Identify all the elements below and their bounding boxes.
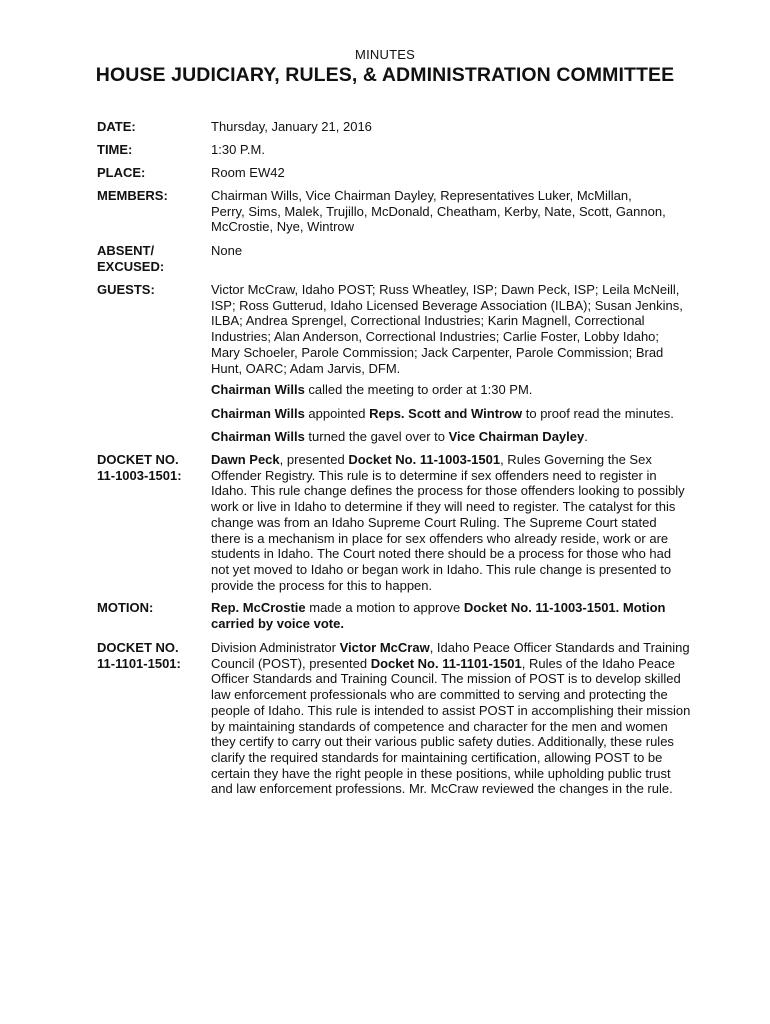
members-line: Perry, Sims, Malek, Trujillo, McDonald, Cheatham, Kerby, Nate, Scott, Gannon, [211, 203, 666, 219]
chairman-name: Chairman Wills [211, 429, 305, 444]
docket-2-line: people of Idaho. This rule is intended to assist POST in accomplishing their mission [211, 702, 691, 718]
guests-line: ILBA; Andrea Sprengel, Correctional Industries; Karin Magnell, Correctional [211, 313, 645, 329]
motion-text: made a motion to approve [305, 600, 464, 615]
absent-label-line: EXCUSED: [97, 258, 165, 274]
docket-1-line: there is a mechanism in place for sex offenders who already reside, work or are [211, 530, 669, 546]
committee-title: HOUSE JUDICIARY, RULES, & ADMINISTRATION COMMITTEE [95, 64, 675, 86]
motion-line [211, 600, 721, 616]
docket-1-line: work or live in Idaho to determine if they will need to register. The catalyst for this [211, 499, 676, 515]
docket-2-label [97, 640, 202, 671]
docket-1-line: students in Idaho. The Court noted there should be a process for those who had [211, 546, 672, 562]
chairman-name: Chairman Wills [211, 406, 305, 421]
docket-2-body [211, 640, 721, 797]
time-label: TIME: [97, 142, 133, 157]
docket-2-line: clarify the required standards for maintaining certification, allowing POST to be [211, 749, 663, 765]
docket-1-intro [211, 452, 721, 468]
docket-text: Council (POST), presented [211, 655, 371, 671]
place-label: PLACE: [97, 165, 146, 180]
docket-2-line: Officer Standards and Training Council. The mission of POST is to develop skilled [211, 671, 681, 687]
guests-value [211, 282, 721, 376]
docket-label-line: DOCKET NO. [97, 452, 179, 467]
motion-result [211, 616, 721, 632]
vice-chairman-name: Vice Chairman Dayley [448, 429, 585, 444]
docket-2-line: certain they have the right people in these positions, while upholding public trust [211, 765, 671, 781]
place-value: Room EW42 [211, 165, 285, 180]
docket-number: Docket No. 11-1003-1501 [348, 452, 501, 467]
gavel-text [211, 429, 721, 445]
members-label: MEMBERS: [97, 188, 168, 203]
proof-text: to proof read the minutes. [522, 406, 674, 421]
guests-line: Mary Schoeler, Parole Commission; Jack Carpenter, Parole Commission; Brad [211, 344, 664, 360]
docket-1-line: provide the process for this to happen. [211, 577, 433, 593]
presenter-name: Victor McCraw [339, 640, 430, 655]
docket-text: Division Administrator [211, 640, 340, 655]
proof-text: appointed [304, 406, 370, 421]
chairman-name: Chairman Wills [211, 382, 305, 397]
gavel-detail: . [584, 429, 588, 444]
docket-number: Docket No. 11-1101-1501 [370, 655, 522, 671]
docket-1-line: change was from an Idaho Supreme Court Ruling. The Supreme Court stated [211, 514, 657, 530]
gavel-detail: turned the gavel over to [304, 429, 449, 444]
docket-text: , Rules of the Idaho Peace [521, 655, 675, 671]
guests-line: Victor McCraw, Idaho POST; Russ Wheatley, ISP; Dawn Peck, ISP; Leila McNeill, [211, 282, 680, 297]
date-label: DATE: [97, 119, 136, 134]
docket-2-line: they certify to carry out their various public safety duties. Additionally, these rules [211, 734, 674, 750]
absent-label-line: ABSENT/ [97, 243, 155, 258]
docket-1-label [97, 452, 202, 483]
docket-2-line: and law enforcement professions. Mr. McCraw reviewed the changes in the rule. [211, 781, 673, 797]
guests-label: GUESTS: [97, 282, 155, 297]
docket-1-line: Offender Registry. This rule is to determine if sex offenders need to register in [211, 467, 657, 483]
presenter-name: Dawn Peck [211, 452, 280, 467]
time-value: 1:30 P.M. [211, 142, 265, 157]
members-line: Chairman Wills, Vice Chairman Dayley, Representatives Luker, McMillan, [211, 188, 632, 203]
docket-text: , Idaho Peace Officer Standards and Training [429, 640, 690, 655]
document-type-heading: MINUTES [355, 47, 415, 62]
docket-1-line: Idaho. This rule change defines the process for those offenders looking to possibly [211, 483, 685, 499]
docket-number-label: 11-1003-1501: [97, 467, 182, 483]
docket-text: , presented [279, 452, 349, 467]
motion-label: MOTION: [97, 600, 154, 615]
guests-line: ISP; Ross Gutterud, Idaho Licensed Beverage Association (ILBA); Susan Jenkins, [211, 297, 683, 313]
proof-reader-text [211, 406, 721, 422]
docket-2-line: by maintaining standards of competence and character for the men and women [211, 718, 668, 734]
motion-result-text: carried by voice vote. [211, 615, 344, 631]
motion-body [211, 600, 721, 631]
absent-value: None [211, 243, 243, 258]
absent-label [97, 243, 202, 274]
proof-readers: Reps. Scott and Wintrow [369, 406, 523, 421]
date-value: Thursday, January 21, 2016 [211, 119, 372, 134]
motion-docket: Docket No. 11-1003-1501. Motion [463, 600, 666, 615]
docket-number-label: 11-1101-1501: [97, 655, 181, 671]
docket-2-intro [211, 656, 721, 672]
docket-2-intro [211, 640, 721, 656]
guests-line: Industries; Alan Anderson, Correctional Industries; Carlie Foster, Lobby Idaho; [211, 329, 660, 345]
docket-text: , Rules Governing the Sex [500, 452, 652, 467]
docket-1-body [211, 452, 721, 593]
guests-line: Hunt, OARC; Adam Jarvis, DFM. [211, 360, 401, 376]
members-line: McCrostie, Nye, Wintrow [211, 219, 355, 235]
mover-name: Rep. McCrostie [211, 600, 306, 615]
call-to-order-text [211, 382, 721, 398]
call-to-order-detail: called the meeting to order at 1:30 PM. [304, 382, 533, 397]
members-value [211, 188, 721, 235]
docket-label-line: DOCKET NO. [97, 640, 179, 655]
docket-1-line: not yet moved to Idaho or began work in Idaho. This rule change is presented to [211, 561, 672, 577]
docket-2-line: law enforcement professionals who are committed to serving and protecting the [211, 687, 668, 703]
